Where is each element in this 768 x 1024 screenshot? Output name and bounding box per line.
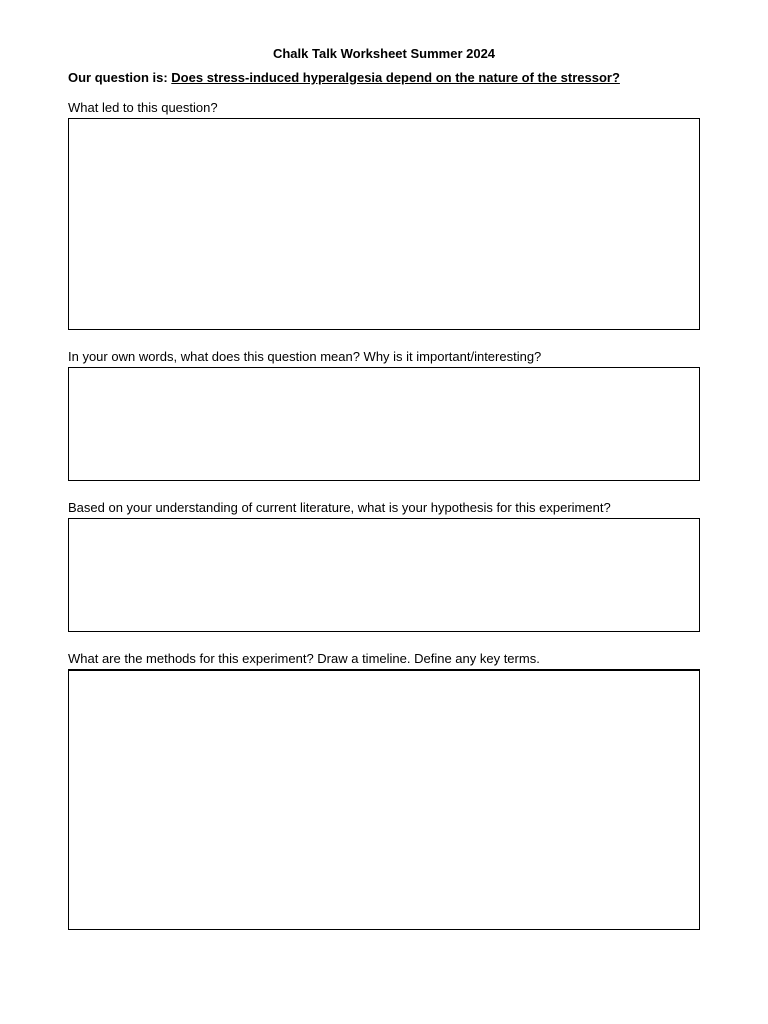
- question-text: Does stress-induced hyperalgesia depend on the nature of the stressor?: [171, 70, 620, 85]
- prompt-hypothesis: Based on your understanding of current literature, what is your hypothesis for this experiment?: [68, 500, 611, 515]
- answer-box-what-led[interactable]: [68, 118, 700, 330]
- prompt-methods: What are the methods for this experiment? Draw a timeline. Define any key terms.: [68, 651, 540, 666]
- answer-box-methods[interactable]: [68, 669, 700, 930]
- prompt-meaning: In your own words, what does this question mean? Why is it important/interesting?: [68, 349, 542, 364]
- answer-box-hypothesis[interactable]: [68, 518, 700, 632]
- prompt-what-led: What led to this question?: [68, 100, 218, 115]
- answer-box-meaning[interactable]: [68, 367, 700, 481]
- research-question-line: [68, 70, 620, 85]
- worksheet-title: Chalk Talk Worksheet Summer 2024: [272, 46, 496, 61]
- question-prefix-label: Our question is:: [68, 70, 168, 85]
